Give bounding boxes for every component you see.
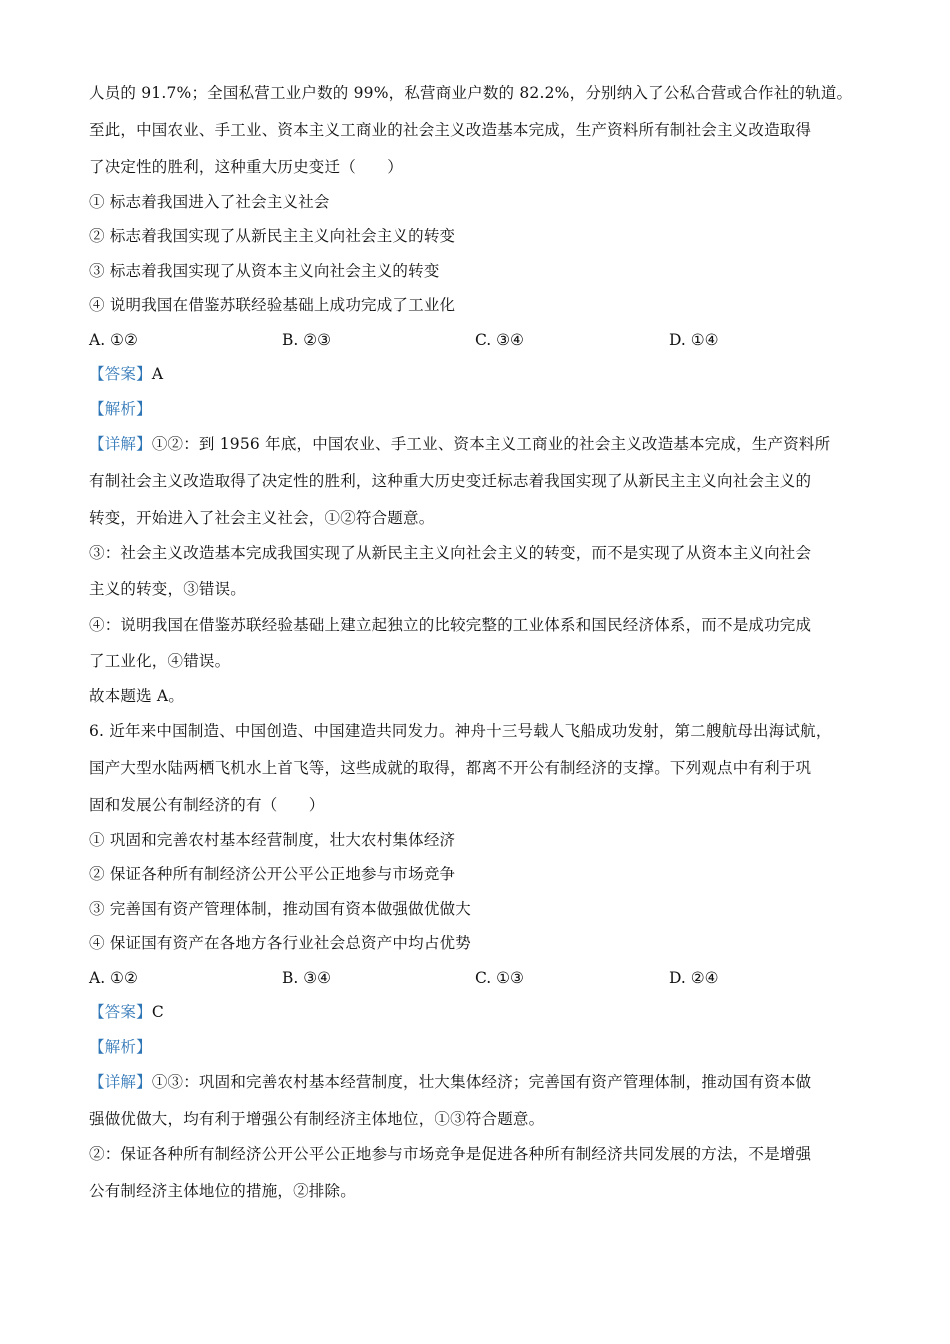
q6-answer [89,1002,164,1022]
q6-statement-4: ④ 保证国有资产在各地方各行业社会总资产中均占优势 [89,934,471,952]
answer-value: A [151,365,164,383]
q6-stem-line-1: 6. 近年来中国制造、中国创造、中国建造共同发力。神舟十三号载人飞船成功发射，第二艘航母出海试航， [89,722,832,740]
q6-option-b: B. ③④ [282,969,332,987]
answer-label: 【答案】 [89,365,152,383]
detail-text: ①③：巩固和完善农村基本经营制度，壮大集体经济；完善国有资产管理体制，推动国有资本做 [151,1073,812,1091]
q5-detail-line-1 [89,434,830,454]
q6-detail-line-4: 公有制经济主体地位的措施，②排除。 [89,1182,356,1200]
q5-statement-3: ③ 标志着我国实现了从资本主义向社会主义的转变 [89,262,440,280]
q5-detail-line-7: 了工业化，④错误。 [89,652,231,670]
q5-option-d: D. ①④ [669,331,719,349]
q5-analysis [89,399,152,419]
q6-detail-line-1 [89,1072,811,1092]
q6-analysis [89,1037,152,1057]
q6-stem-line-3: 固和发展公有制经济的有（ ） [89,796,325,814]
analysis-label: 【解析】 [89,400,152,418]
q6-statement-3: ③ 完善国有资产管理体制，推动国有资本做强做优做大 [89,900,471,918]
q5-detail-line-6: ④：说明我国在借鉴苏联经验基础上建立起独立的比较完整的工业体系和国民经济体系，而不是成功完成 [89,616,812,634]
q5-option-b: B. ②③ [282,331,332,349]
q6-option-a: A. ①② [89,969,138,987]
q5-option-a: A. ①② [89,331,138,349]
q5-detail-line-4: ③：社会主义改造基本完成我国实现了从新民主主义向社会主义的转变，而不是实现了从资本主义向社会 [89,544,812,562]
answer-label: 【答案】 [89,1003,152,1021]
q6-statement-1: ① 巩固和完善农村基本经营制度，壮大农村集体经济 [89,831,456,849]
q5-detail-line-5: 主义的转变，③错误。 [89,580,247,598]
analysis-label: 【解析】 [89,1038,152,1056]
q5-statement-1: ① 标志着我国进入了社会主义社会 [89,193,330,211]
q5-statement-4: ④ 说明我国在借鉴苏联经验基础上成功完成了工业化 [89,296,456,314]
q5-detail-line-3: 转变，开始进入了社会主义社会，①②符合题意。 [89,509,435,527]
answer-value: C [151,1003,164,1021]
q5-stem-line-1: 人员的 91.7%；全国私营工业户数的 99%，私营商业户数的 82.2%，分别纳入了公私合营或合作社的轨道。 [89,84,853,102]
q5-conclusion: 故本题选 A。 [89,687,185,705]
q5-detail-line-2: 有制社会主义改造取得了决定性的胜利，这种重大历史变迁标志着我国实现了从新民主主义向社会主义的 [89,472,812,490]
q6-detail-line-2: 强做优做大，均有利于增强公有制经济主体地位，①③符合题意。 [89,1110,545,1128]
q6-option-d: D. ②④ [669,969,719,987]
detail-label: 【详解】 [89,435,152,453]
q6-statement-2: ② 保证各种所有制经济公开公平公正地参与市场竞争 [89,865,456,883]
q5-answer [89,364,163,384]
q6-detail-line-3: ②：保证各种所有制经济公开公平公正地参与市场竞争是促进各种所有制经济共同发展的方法，不是增强 [89,1145,812,1163]
q5-stem-line-2: 至此，中国农业、手工业、资本主义工商业的社会主义改造基本完成，生产资料所有制社会主义改造取得 [89,121,812,139]
q5-option-c: C. ③④ [475,331,524,349]
q5-statement-2: ② 标志着我国实现了从新民主主义向社会主义的转变 [89,227,456,245]
detail-label: 【详解】 [89,1073,152,1091]
q5-stem-line-3: 了决定性的胜利，这种重大历史变迁（ ） [89,158,404,176]
q6-option-c: C. ①③ [475,969,524,987]
q6-stem-line-2: 国产大型水陆两栖飞机水上首飞等，这些成就的取得，都离不开公有制经济的支撑。下列观点中有利于巩 [89,759,812,777]
detail-text: ①②：到 1956 年底，中国农业、手工业、资本主义工商业的社会主义改造基本完成，生产资料所 [151,435,831,453]
